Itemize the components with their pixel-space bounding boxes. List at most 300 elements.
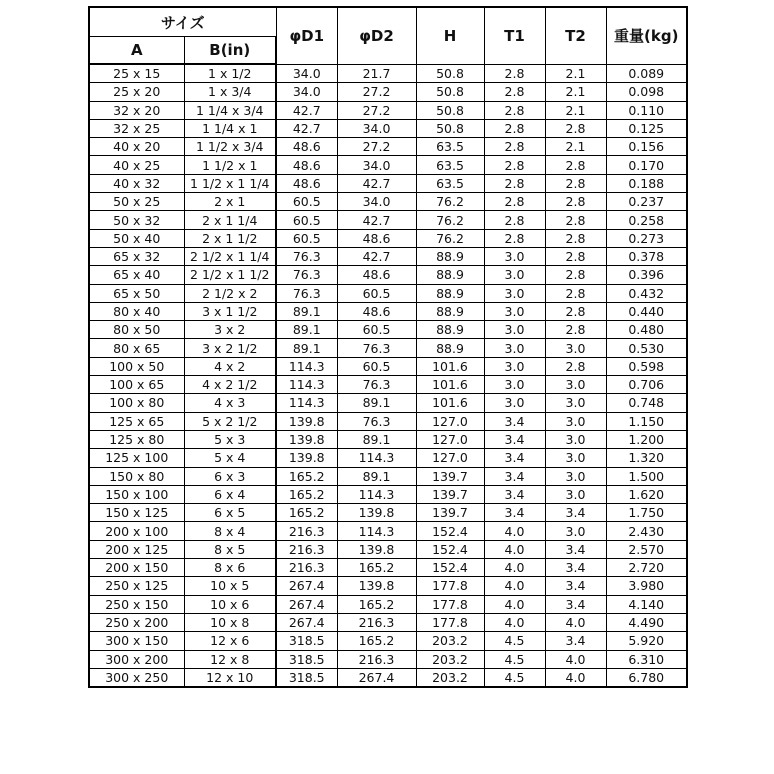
- cell-d2: 114.3: [337, 485, 416, 503]
- cell-size-b: 3 x 1 1/2: [184, 302, 276, 320]
- cell-size-a: 50 x 25: [89, 193, 184, 211]
- cell-weight: 0.432: [606, 284, 687, 302]
- cell-weight: 0.598: [606, 357, 687, 375]
- cell-h: 63.5: [416, 138, 484, 156]
- cell-d1: 165.2: [276, 485, 337, 503]
- table-row: [89, 211, 687, 229]
- table-row: [89, 559, 687, 577]
- cell-size-b: 2 x 1 1/4: [184, 211, 276, 229]
- cell-h: 127.0: [416, 430, 484, 448]
- cell-t1: 3.0: [484, 376, 545, 394]
- cell-size-a: 80 x 40: [89, 302, 184, 320]
- cell-weight: 0.156: [606, 138, 687, 156]
- cell-t1: 2.8: [484, 193, 545, 211]
- cell-t1: 2.8: [484, 174, 545, 192]
- cell-d1: 318.5: [276, 650, 337, 668]
- cell-size-a: 100 x 80: [89, 394, 184, 412]
- cell-d2: 216.3: [337, 613, 416, 631]
- cell-h: 76.2: [416, 229, 484, 247]
- cell-size-b: 8 x 6: [184, 559, 276, 577]
- cell-d2: 165.2: [337, 595, 416, 613]
- cell-t2: 2.8: [545, 193, 606, 211]
- cell-h: 139.7: [416, 485, 484, 503]
- cell-h: 76.2: [416, 211, 484, 229]
- cell-t2: 2.1: [545, 64, 606, 83]
- cell-h: 203.2: [416, 668, 484, 687]
- cell-d1: 139.8: [276, 449, 337, 467]
- cell-t1: 3.4: [484, 430, 545, 448]
- cell-weight: 0.530: [606, 339, 687, 357]
- cell-d1: 216.3: [276, 559, 337, 577]
- cell-t1: 2.8: [484, 138, 545, 156]
- cell-d1: 76.3: [276, 284, 337, 302]
- cell-size-a: 65 x 50: [89, 284, 184, 302]
- cell-size-b: 4 x 2: [184, 357, 276, 375]
- cell-d1: 165.2: [276, 504, 337, 522]
- cell-d2: 27.2: [337, 83, 416, 101]
- cell-t2: 2.8: [545, 321, 606, 339]
- cell-d2: 139.8: [337, 504, 416, 522]
- cell-d1: 114.3: [276, 376, 337, 394]
- cell-weight: 3.980: [606, 577, 687, 595]
- cell-d2: 267.4: [337, 668, 416, 687]
- cell-d1: 216.3: [276, 522, 337, 540]
- cell-size-b: 10 x 5: [184, 577, 276, 595]
- cell-d2: 76.3: [337, 412, 416, 430]
- cell-weight: 1.200: [606, 430, 687, 448]
- cell-d2: 48.6: [337, 229, 416, 247]
- cell-weight: 2.430: [606, 522, 687, 540]
- cell-d2: 89.1: [337, 430, 416, 448]
- cell-d2: 139.8: [337, 540, 416, 558]
- cell-d2: 89.1: [337, 394, 416, 412]
- cell-size-b: 1 1/2 x 3/4: [184, 138, 276, 156]
- cell-size-a: 200 x 125: [89, 540, 184, 558]
- cell-d1: 60.5: [276, 211, 337, 229]
- table-row: [89, 504, 687, 522]
- table-row: [89, 174, 687, 192]
- table-row: [89, 302, 687, 320]
- cell-t2: 3.4: [545, 540, 606, 558]
- h-header: H: [416, 7, 484, 64]
- cell-size-b: 3 x 2 1/2: [184, 339, 276, 357]
- cell-h: 50.8: [416, 119, 484, 137]
- cell-d1: 60.5: [276, 193, 337, 211]
- cell-t2: 3.4: [545, 559, 606, 577]
- spec-table: [88, 6, 688, 688]
- table-row: [89, 577, 687, 595]
- cell-t1: 3.0: [484, 357, 545, 375]
- cell-t2: 3.0: [545, 467, 606, 485]
- cell-d2: 60.5: [337, 284, 416, 302]
- cell-h: 139.7: [416, 467, 484, 485]
- table-row: [89, 540, 687, 558]
- cell-size-a: 40 x 25: [89, 156, 184, 174]
- cell-size-b: 5 x 4: [184, 449, 276, 467]
- cell-h: 127.0: [416, 449, 484, 467]
- table-header: [89, 7, 687, 64]
- cell-weight: 0.170: [606, 156, 687, 174]
- table-row: [89, 668, 687, 687]
- cell-size-a: 100 x 65: [89, 376, 184, 394]
- cell-size-a: 125 x 100: [89, 449, 184, 467]
- cell-d2: 165.2: [337, 632, 416, 650]
- cell-t2: 4.0: [545, 668, 606, 687]
- cell-t2: 4.0: [545, 650, 606, 668]
- cell-h: 152.4: [416, 522, 484, 540]
- cell-size-a: 25 x 20: [89, 83, 184, 101]
- cell-d2: 42.7: [337, 211, 416, 229]
- cell-weight: 4.490: [606, 613, 687, 631]
- cell-size-a: 80 x 65: [89, 339, 184, 357]
- cell-d2: 27.2: [337, 138, 416, 156]
- cell-size-b: 2 x 1: [184, 193, 276, 211]
- cell-t2: 3.4: [545, 632, 606, 650]
- cell-size-b: 5 x 3: [184, 430, 276, 448]
- cell-d2: 76.3: [337, 376, 416, 394]
- cell-t1: 2.8: [484, 229, 545, 247]
- cell-d1: 48.6: [276, 138, 337, 156]
- cell-size-b: 8 x 4: [184, 522, 276, 540]
- cell-t1: 3.0: [484, 247, 545, 265]
- cell-t1: 3.4: [484, 412, 545, 430]
- t1-header: T1: [484, 7, 545, 64]
- cell-weight: 0.098: [606, 83, 687, 101]
- table-row: [89, 266, 687, 284]
- t2-header: T2: [545, 7, 606, 64]
- cell-d1: 34.0: [276, 64, 337, 83]
- cell-h: 127.0: [416, 412, 484, 430]
- cell-d1: 48.6: [276, 174, 337, 192]
- cell-size-a: 300 x 150: [89, 632, 184, 650]
- cell-d2: 21.7: [337, 64, 416, 83]
- cell-d2: 27.2: [337, 101, 416, 119]
- cell-t2: 2.8: [545, 247, 606, 265]
- cell-d1: 48.6: [276, 156, 337, 174]
- cell-t2: 2.1: [545, 101, 606, 119]
- cell-h: 101.6: [416, 357, 484, 375]
- cell-h: 177.8: [416, 577, 484, 595]
- cell-size-b: 1 1/2 x 1: [184, 156, 276, 174]
- cell-size-a: 80 x 50: [89, 321, 184, 339]
- cell-d1: 76.3: [276, 266, 337, 284]
- cell-d1: 34.0: [276, 83, 337, 101]
- cell-d2: 76.3: [337, 339, 416, 357]
- cell-size-b: 2 1/2 x 1 1/2: [184, 266, 276, 284]
- table-row: [89, 83, 687, 101]
- cell-size-a: 125 x 65: [89, 412, 184, 430]
- cell-t1: 4.0: [484, 540, 545, 558]
- cell-t1: 4.0: [484, 522, 545, 540]
- cell-t2: 2.8: [545, 284, 606, 302]
- cell-size-b: 2 x 1 1/2: [184, 229, 276, 247]
- cell-size-b: 1 1/4 x 3/4: [184, 101, 276, 119]
- cell-t1: 4.0: [484, 613, 545, 631]
- cell-size-b: 2 1/2 x 1 1/4: [184, 247, 276, 265]
- cell-t2: 2.8: [545, 302, 606, 320]
- cell-d2: 139.8: [337, 577, 416, 595]
- cell-h: 203.2: [416, 650, 484, 668]
- table-row: [89, 430, 687, 448]
- cell-size-b: 6 x 3: [184, 467, 276, 485]
- cell-t2: 3.0: [545, 522, 606, 540]
- cell-t2: 2.8: [545, 174, 606, 192]
- cell-d2: 48.6: [337, 266, 416, 284]
- cell-h: 152.4: [416, 559, 484, 577]
- table-row: [89, 650, 687, 668]
- cell-d1: 42.7: [276, 119, 337, 137]
- cell-t2: 2.8: [545, 156, 606, 174]
- cell-size-b: 5 x 2 1/2: [184, 412, 276, 430]
- cell-t1: 3.0: [484, 321, 545, 339]
- cell-size-a: 250 x 200: [89, 613, 184, 631]
- cell-t2: 3.4: [545, 504, 606, 522]
- cell-d2: 34.0: [337, 193, 416, 211]
- cell-size-b: 3 x 2: [184, 321, 276, 339]
- cell-d2: 42.7: [337, 247, 416, 265]
- cell-d2: 34.0: [337, 156, 416, 174]
- cell-t1: 3.4: [484, 485, 545, 503]
- cell-d1: 89.1: [276, 321, 337, 339]
- cell-t1: 4.0: [484, 595, 545, 613]
- cell-d1: 216.3: [276, 540, 337, 558]
- cell-t1: 3.0: [484, 394, 545, 412]
- cell-size-b: 6 x 5: [184, 504, 276, 522]
- cell-d1: 60.5: [276, 229, 337, 247]
- cell-h: 88.9: [416, 284, 484, 302]
- table-row: [89, 357, 687, 375]
- cell-t1: 2.8: [484, 119, 545, 137]
- table-body: [89, 64, 687, 687]
- cell-weight: 2.570: [606, 540, 687, 558]
- cell-t2: 3.0: [545, 394, 606, 412]
- cell-d2: 89.1: [337, 467, 416, 485]
- cell-t1: 3.0: [484, 339, 545, 357]
- cell-t2: 2.1: [545, 83, 606, 101]
- cell-size-a: 150 x 80: [89, 467, 184, 485]
- cell-weight: 0.188: [606, 174, 687, 192]
- cell-size-a: 250 x 150: [89, 595, 184, 613]
- table-row: [89, 339, 687, 357]
- cell-t1: 4.5: [484, 668, 545, 687]
- cell-weight: 0.125: [606, 119, 687, 137]
- cell-t2: 2.8: [545, 357, 606, 375]
- cell-t1: 2.8: [484, 156, 545, 174]
- cell-weight: 0.110: [606, 101, 687, 119]
- cell-h: 177.8: [416, 595, 484, 613]
- cell-size-a: 150 x 125: [89, 504, 184, 522]
- cell-d2: 165.2: [337, 559, 416, 577]
- table-row: [89, 522, 687, 540]
- cell-weight: 0.748: [606, 394, 687, 412]
- cell-t1: 3.0: [484, 266, 545, 284]
- cell-weight: 1.750: [606, 504, 687, 522]
- cell-t1: 3.0: [484, 284, 545, 302]
- cell-t2: 3.0: [545, 449, 606, 467]
- cell-h: 139.7: [416, 504, 484, 522]
- cell-size-a: 200 x 150: [89, 559, 184, 577]
- cell-h: 88.9: [416, 321, 484, 339]
- cell-h: 177.8: [416, 613, 484, 631]
- cell-weight: 1.320: [606, 449, 687, 467]
- table-row: [89, 613, 687, 631]
- table-row: [89, 632, 687, 650]
- cell-weight: 2.720: [606, 559, 687, 577]
- cell-h: 50.8: [416, 83, 484, 101]
- cell-size-b: 10 x 8: [184, 613, 276, 631]
- table-row: [89, 156, 687, 174]
- cell-h: 76.2: [416, 193, 484, 211]
- size-group-header: サイズ: [89, 7, 276, 37]
- table-row: [89, 394, 687, 412]
- table-row: [89, 138, 687, 156]
- cell-t1: 2.8: [484, 101, 545, 119]
- cell-d2: 60.5: [337, 321, 416, 339]
- cell-size-b: 6 x 4: [184, 485, 276, 503]
- cell-weight: 1.150: [606, 412, 687, 430]
- cell-d1: 114.3: [276, 357, 337, 375]
- cell-h: 101.6: [416, 376, 484, 394]
- cell-t2: 2.8: [545, 119, 606, 137]
- cell-t2: 2.8: [545, 211, 606, 229]
- cell-d1: 89.1: [276, 302, 337, 320]
- table-row: [89, 449, 687, 467]
- cell-d1: 114.3: [276, 394, 337, 412]
- cell-t1: 4.0: [484, 559, 545, 577]
- cell-h: 203.2: [416, 632, 484, 650]
- cell-h: 88.9: [416, 339, 484, 357]
- cell-size-a: 150 x 100: [89, 485, 184, 503]
- cell-size-a: 250 x 125: [89, 577, 184, 595]
- cell-h: 63.5: [416, 156, 484, 174]
- cell-t1: 2.8: [484, 211, 545, 229]
- cell-d2: 48.6: [337, 302, 416, 320]
- cell-d1: 165.2: [276, 467, 337, 485]
- cell-t2: 3.4: [545, 577, 606, 595]
- cell-size-a: 200 x 100: [89, 522, 184, 540]
- cell-h: 88.9: [416, 266, 484, 284]
- cell-t2: 2.8: [545, 266, 606, 284]
- cell-size-a: 25 x 15: [89, 64, 184, 83]
- cell-size-b: 1 x 3/4: [184, 83, 276, 101]
- cell-d2: 114.3: [337, 449, 416, 467]
- cell-weight: 1.620: [606, 485, 687, 503]
- cell-weight: 0.396: [606, 266, 687, 284]
- weight-header: 重量(kg): [606, 7, 687, 64]
- table-row: [89, 321, 687, 339]
- cell-t2: 4.0: [545, 613, 606, 631]
- cell-t1: 4.5: [484, 650, 545, 668]
- cell-t2: 3.4: [545, 595, 606, 613]
- cell-size-a: 65 x 32: [89, 247, 184, 265]
- cell-weight: 5.920: [606, 632, 687, 650]
- cell-d1: 42.7: [276, 101, 337, 119]
- cell-d1: 139.8: [276, 412, 337, 430]
- cell-t2: 3.0: [545, 430, 606, 448]
- cell-weight: 0.378: [606, 247, 687, 265]
- cell-d1: 89.1: [276, 339, 337, 357]
- cell-size-b: 1 1/2 x 1 1/4: [184, 174, 276, 192]
- cell-size-a: 300 x 250: [89, 668, 184, 687]
- cell-d2: 34.0: [337, 119, 416, 137]
- table-row: [89, 412, 687, 430]
- cell-weight: 0.440: [606, 302, 687, 320]
- cell-size-a: 300 x 200: [89, 650, 184, 668]
- cell-h: 88.9: [416, 302, 484, 320]
- cell-size-a: 65 x 40: [89, 266, 184, 284]
- cell-size-b: 8 x 5: [184, 540, 276, 558]
- table-row: [89, 376, 687, 394]
- table-row: [89, 119, 687, 137]
- table-row: [89, 101, 687, 119]
- table-row: [89, 229, 687, 247]
- cell-t1: 3.4: [484, 504, 545, 522]
- cell-weight: 0.089: [606, 64, 687, 83]
- cell-weight: 6.780: [606, 668, 687, 687]
- cell-size-b: 4 x 3: [184, 394, 276, 412]
- cell-h: 50.8: [416, 64, 484, 83]
- cell-t1: 3.0: [484, 302, 545, 320]
- cell-d1: 318.5: [276, 668, 337, 687]
- cell-t1: 2.8: [484, 64, 545, 83]
- cell-t2: 3.0: [545, 412, 606, 430]
- cell-size-a: 125 x 80: [89, 430, 184, 448]
- cell-d1: 76.3: [276, 247, 337, 265]
- cell-weight: 0.706: [606, 376, 687, 394]
- cell-t2: 2.1: [545, 138, 606, 156]
- cell-size-b: 12 x 6: [184, 632, 276, 650]
- d2-header: φD2: [337, 7, 416, 64]
- cell-size-b: 12 x 8: [184, 650, 276, 668]
- cell-weight: 6.310: [606, 650, 687, 668]
- table-row: [89, 247, 687, 265]
- header-row-1: [89, 7, 687, 37]
- b-header: B(in): [184, 37, 276, 65]
- cell-size-a: 32 x 25: [89, 119, 184, 137]
- cell-weight: 1.500: [606, 467, 687, 485]
- cell-d1: 267.4: [276, 577, 337, 595]
- d1-header: φD1: [276, 7, 337, 64]
- cell-weight: 0.237: [606, 193, 687, 211]
- cell-t1: 4.0: [484, 577, 545, 595]
- cell-d2: 42.7: [337, 174, 416, 192]
- cell-h: 63.5: [416, 174, 484, 192]
- cell-size-b: 1 x 1/2: [184, 64, 276, 83]
- table-row: [89, 284, 687, 302]
- cell-d1: 139.8: [276, 430, 337, 448]
- cell-size-a: 50 x 32: [89, 211, 184, 229]
- cell-d1: 267.4: [276, 613, 337, 631]
- cell-t2: 2.8: [545, 229, 606, 247]
- cell-h: 50.8: [416, 101, 484, 119]
- table-row: [89, 193, 687, 211]
- cell-weight: 0.273: [606, 229, 687, 247]
- a-header: A: [89, 37, 184, 65]
- cell-size-a: 40 x 32: [89, 174, 184, 192]
- cell-t1: 3.4: [484, 449, 545, 467]
- cell-d1: 267.4: [276, 595, 337, 613]
- table-row: [89, 64, 687, 83]
- cell-h: 152.4: [416, 540, 484, 558]
- cell-size-b: 10 x 6: [184, 595, 276, 613]
- cell-size-b: 1 1/4 x 1: [184, 119, 276, 137]
- cell-t1: 2.8: [484, 83, 545, 101]
- cell-t1: 3.4: [484, 467, 545, 485]
- cell-t2: 3.0: [545, 376, 606, 394]
- cell-size-a: 50 x 40: [89, 229, 184, 247]
- cell-d2: 60.5: [337, 357, 416, 375]
- cell-t1: 4.5: [484, 632, 545, 650]
